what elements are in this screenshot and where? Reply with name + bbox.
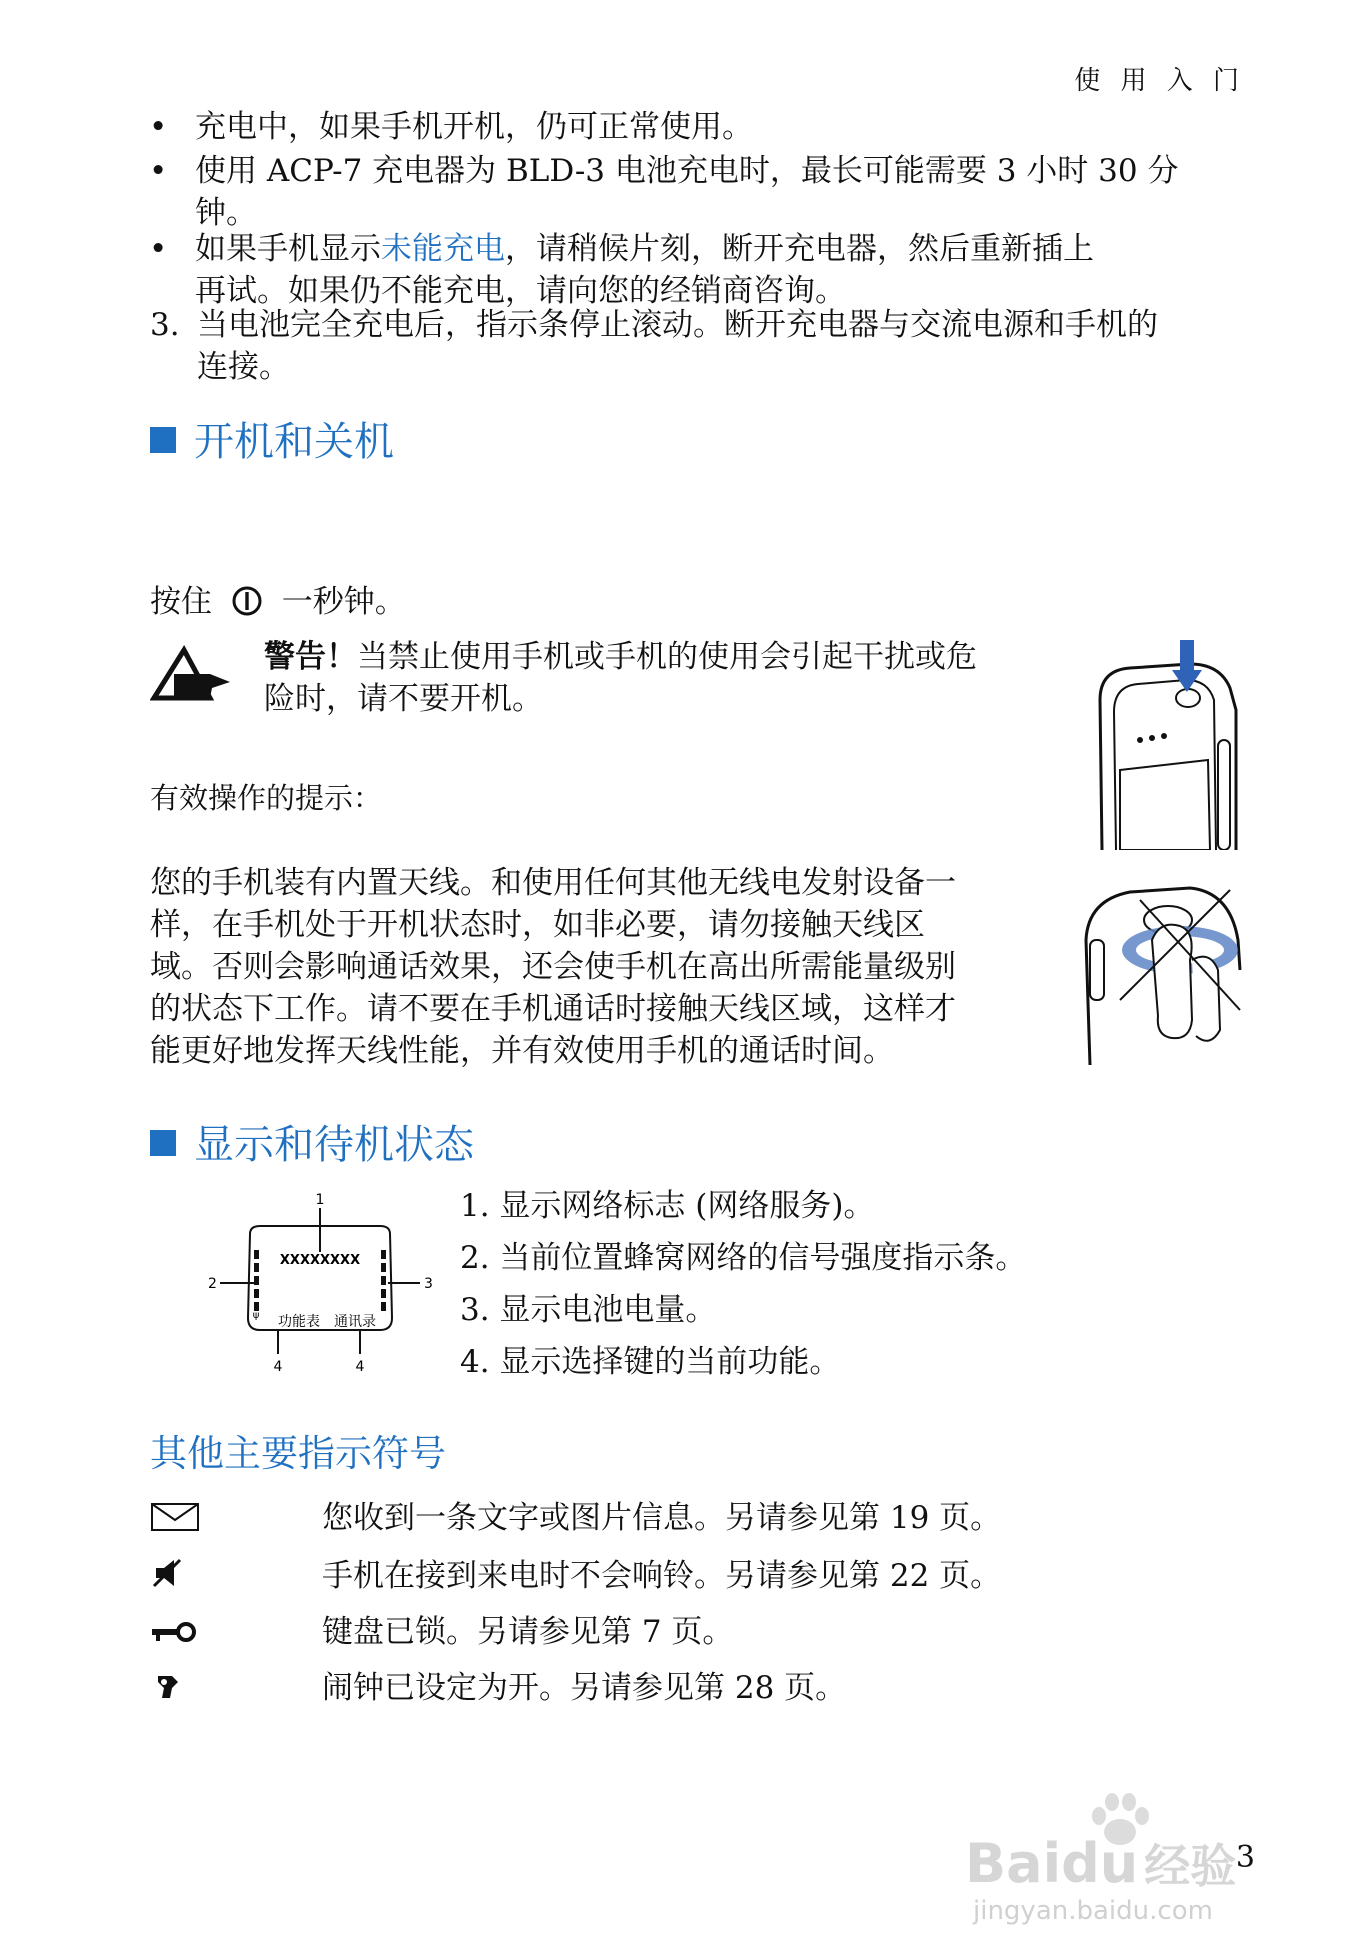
warning-hand-icon — [150, 644, 238, 702]
silent-icon — [150, 1556, 210, 1592]
bullet-marker: • — [149, 231, 168, 267]
section-heading-power — [150, 410, 394, 467]
power-key-icon — [230, 584, 264, 618]
indicator-description: 您收到一条文字或图片信息。另请参见第 19 页。 — [322, 1500, 1002, 1536]
section-heading-display — [150, 1113, 474, 1170]
phone-power-key-illustration — [1090, 640, 1240, 850]
bullet-marker: • — [149, 109, 168, 145]
tips-heading: 有效操作的提示： — [150, 781, 383, 815]
bullet-text: ，请稍候片刻，断开充电器，然后重新插上 — [505, 231, 1094, 267]
bullet-text: 使用 ACP-7 充电器为 BLD-3 电池充电时，最长可能需要 3 小时 30 分 — [195, 153, 1179, 189]
bullet-text: 如果手机显示 — [195, 231, 381, 267]
bullet-text: 充电中，如果手机开机，仍可正常使用。 — [195, 109, 753, 145]
display-list-item: 1. 显示网络标志 (网络服务)。 — [460, 1188, 875, 1224]
operator-logo-text: XXXXXXXX — [279, 1253, 361, 1268]
bullet-text: 再试。如果仍不能充电，请向您的经销商咨询。 — [195, 273, 846, 309]
paragraph-line: 的状态下工作。请不要在手机通话时接触天线区域，这样才 — [150, 991, 956, 1027]
warning-text — [264, 636, 1064, 720]
envelope-icon — [150, 1500, 210, 1536]
bullet-item — [149, 150, 1255, 234]
press-text: 按住 — [150, 584, 212, 620]
paragraph-line: 能更好地发挥天线性能，并有效使用手机的通话时间。 — [150, 1033, 894, 1069]
section-title: 显示和待机状态 — [194, 1122, 474, 1168]
callout-label: 1 — [315, 1192, 325, 1208]
left-softkey-label: 功能表 — [278, 1314, 320, 1330]
section-square-icon — [150, 1130, 176, 1156]
indicator-description: 闹钟已设定为开。另请参见第 28 页。 — [322, 1670, 847, 1706]
paragraph-line: 域。否则会影响通话效果，还会使手机在高出所需能量级别 — [150, 949, 956, 985]
antenna-area-illustration — [1080, 880, 1245, 1065]
callout-label: 2 — [208, 1276, 217, 1292]
right-softkey-label: 通讯录 — [334, 1314, 376, 1330]
key-icon — [150, 1614, 210, 1650]
step-text: 当电池完全充电后，指示条停止滚动。断开充电器与交流电源和手机的 — [197, 307, 1158, 343]
step-number: 3. — [150, 307, 180, 343]
watermark-brand: Baidu — [965, 1832, 1139, 1895]
display-list-item: 4. 显示选择键的当前功能。 — [460, 1344, 841, 1380]
warning-line: 当禁止使用手机或手机的使用会引起干扰或危 — [357, 639, 977, 675]
paragraph-line: 样，在手机处于开机状态时，如非必要，请勿接触天线区 — [150, 907, 925, 943]
bullet-item — [149, 228, 1255, 312]
callout-label: 4 — [273, 1359, 283, 1375]
step-3 — [150, 304, 1260, 388]
bullet-text: 钟。 — [195, 195, 257, 231]
indicator-description: 手机在接到来电时不会响铃。另请参见第 22 页。 — [322, 1558, 1002, 1594]
watermark-url: jingyan.baidu.com — [973, 1896, 1213, 1926]
bullet-marker: • — [149, 153, 168, 189]
press-instruction — [150, 581, 406, 623]
step-text: 连接。 — [197, 349, 290, 385]
watermark-suffix: 经验 — [1144, 1839, 1237, 1893]
charging-failed-status: 未能充电 — [381, 231, 505, 267]
warning-label: 警告！ — [264, 639, 357, 675]
paragraph-line: 您的手机装有内置天线。和使用任何其他无线电发射设备一 — [150, 865, 956, 901]
section-title: 开机和关机 — [194, 419, 394, 465]
warning-line: 险时，请不要开机。 — [264, 681, 543, 717]
bullet-item — [149, 106, 1255, 148]
callout-label: 4 — [355, 1359, 365, 1375]
press-text: 一秒钟。 — [281, 584, 406, 620]
callout-label: 3 — [424, 1276, 433, 1292]
display-list-item: 3. 显示电池电量。 — [460, 1292, 717, 1328]
antenna-paragraph — [150, 862, 1050, 1072]
section-heading-indicators: 其他主要指示符号 — [150, 1432, 446, 1475]
indicator-description: 键盘已锁。另请参见第 7 页。 — [322, 1614, 734, 1650]
section-square-icon — [150, 427, 176, 453]
page-number: 3 — [1235, 1840, 1255, 1875]
display-list-item: 2. 当前位置蜂窝网络的信号强度指示条。 — [460, 1240, 1027, 1276]
alarm-icon — [150, 1668, 210, 1704]
standby-display-diagram — [200, 1188, 440, 1378]
running-header: 使 用 入 门 — [1074, 66, 1245, 96]
antenna-symbol: ψ — [252, 1310, 260, 1321]
